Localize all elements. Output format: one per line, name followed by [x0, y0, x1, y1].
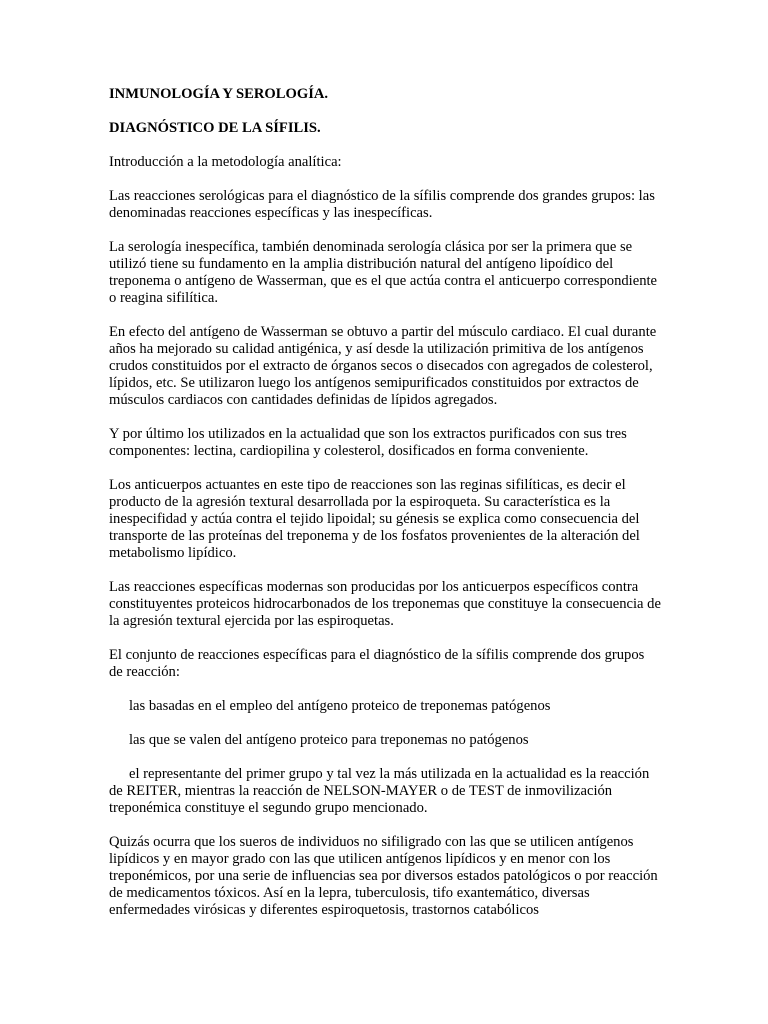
paragraph: Y por último los utilizados en la actualidad que son los extractos purificados con sus tres componentes: lectina, cardiopilina y colesterol, dosificados en forma conveniente. [109, 426, 627, 459]
paragraph: La serología inespecífica, también denominada serología clásica por ser la primera que se utilizó tiene su fundamento en la amplia distribución natural del antígeno lipoídico del treponema o antígeno de Wasserman, que es el que actúa contra el anticuerpo correspondiente o reagina sifilítica. [109, 239, 658, 306]
document-title: INMUNOLOGÍA Y SEROLOGÍA. [109, 86, 329, 102]
document-page [109, 86, 661, 936]
paragraph: el representante del primer grupo y tal vez la más utilizada en la actualidad es la reacción de REITER, mientras la reacción de NELSON-MAYER o de TEST de inmovilización treponémica constituye el segundo grupo mencionado. [109, 766, 650, 816]
paragraph: Las reacciones serológicas para el diagnóstico de la sífilis comprende dos grandes grupos: las denominadas reacciones específicas y las inespecíficas. [109, 188, 655, 221]
paragraph: El conjunto de reacciones específicas para el diagnóstico de la sífilis comprende dos grupos de reacción: [109, 647, 645, 680]
list-item: las que se valen del antígeno proteico para treponemas no patógenos [129, 732, 529, 748]
paragraph: Los anticuerpos actuantes en este tipo de reacciones son las reginas sifilíticas, es decir el producto de la agresión textural desarrollada por la espiroqueta. Su característica es la inespecifidad y actúa contra el tejido lipoidal; su génesis se explica como consecuencia del transporte de las proteínas del treponema y de los fosfatos provenientes de la alteración del metabolismo lipídico. [109, 477, 640, 561]
paragraph-intro: Introducción a la metodología analítica: [109, 154, 342, 170]
document-subtitle: DIAGNÓSTICO DE LA SÍFILIS. [109, 120, 321, 136]
list-item: las basadas en el empleo del antígeno proteico de treponemas patógenos [129, 698, 551, 714]
paragraph: En efecto del antígeno de Wasserman se obtuvo a partir del músculo cardiaco. El cual durante años ha mejorado su calidad antigénica, y así desde la utilización primitiva de los antígenos crudos constituidos por el extracto de órganos secos o disecados con agregados de colesterol, lípidos, etc. Se utilizaron luego los antígenos semipurificados constituidos por extractos de músculos cardiacos con cantidades definidas de lípidos agregados. [109, 324, 657, 408]
paragraph: Las reacciones específicas modernas son producidas por los anticuerpos específicos contra constituyentes proteicos hidrocarbonados de los treponemas que constituye la consecuencia de la agresión textural ejercida por las espiroquetas. [109, 579, 661, 629]
paragraph: Quizás ocurra que los sueros de individuos no sifiligrado con las que se utilicen antígenos lipídicos y en mayor grado con las que utilicen antígenos lipídicos y en menor con los treponémicos, por una serie de influencias sea por diversos estados patológicos o por reacción de medicamentos tóxicos. Así en la lepra, tuberculosis, tifo exantemático, diversas enfermedades virósicas y diferentes espiroquetosis, trastornos catabólicos [109, 834, 658, 918]
